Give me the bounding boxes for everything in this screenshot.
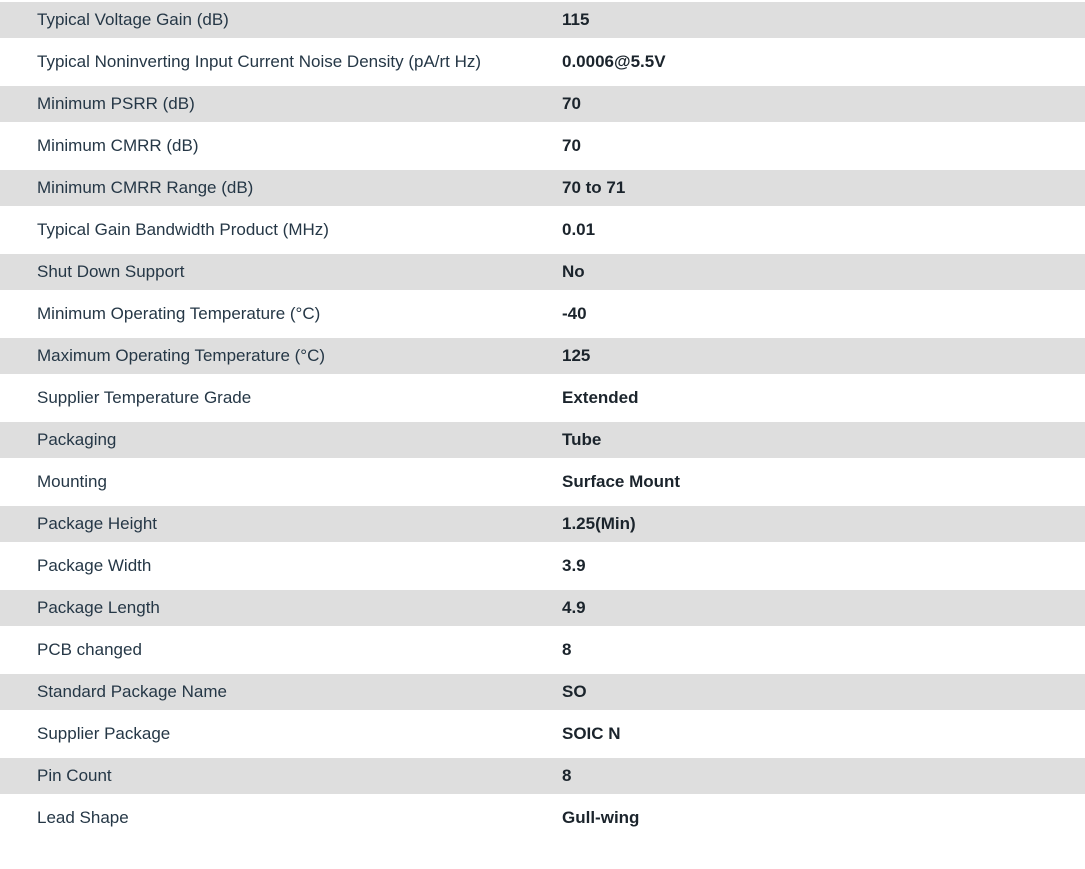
spec-value: Tube <box>562 430 602 449</box>
table-row <box>0 212 1085 248</box>
table-row <box>0 464 1085 500</box>
spec-label: Minimum CMRR (dB) <box>37 136 199 155</box>
spec-label: Supplier Package <box>37 724 171 743</box>
spec-label: Typical Noninverting Input Current Noise Density (pA/rt Hz) <box>37 52 482 71</box>
spec-label: Packaging <box>37 430 117 449</box>
table-row <box>0 296 1085 332</box>
table-row <box>0 44 1085 80</box>
table-row <box>0 800 1085 836</box>
spec-label: Minimum Operating Temperature (°C) <box>37 304 321 323</box>
table-row <box>0 380 1085 416</box>
spec-label: Typical Gain Bandwidth Product (MHz) <box>37 220 329 239</box>
table-row <box>0 758 1085 794</box>
spec-value: 1.25(Min) <box>562 514 636 533</box>
spec-label: PCB changed <box>37 640 142 659</box>
table-row <box>0 128 1085 164</box>
spec-label: Pin Count <box>37 766 112 785</box>
spec-table <box>0 2 1085 836</box>
spec-value: 125 <box>562 346 591 365</box>
spec-value: 0.0006@5.5V <box>562 52 666 71</box>
spec-label: Maximum Operating Temperature (°C) <box>37 346 326 365</box>
spec-value: 115 <box>562 10 590 29</box>
spec-label: Minimum CMRR Range (dB) <box>37 178 254 197</box>
spec-label: Lead Shape <box>37 808 129 827</box>
table-row <box>0 506 1085 542</box>
spec-value: Extended <box>562 388 639 407</box>
spec-label: Package Width <box>37 556 152 575</box>
table-row <box>0 548 1085 584</box>
table-row <box>0 170 1085 206</box>
table-row <box>0 674 1085 710</box>
spec-label: Supplier Temperature Grade <box>37 388 252 407</box>
spec-label: Mounting <box>37 472 107 491</box>
spec-label: Typical Voltage Gain (dB) <box>37 10 229 29</box>
spec-label: Package Height <box>37 514 158 533</box>
spec-label: Shut Down Support <box>37 262 185 281</box>
table-row <box>0 86 1085 122</box>
table-row <box>0 338 1085 374</box>
spec-value: Surface Mount <box>562 472 681 491</box>
spec-value: 8 <box>562 766 572 785</box>
table-row <box>0 590 1085 626</box>
spec-value: No <box>562 262 585 281</box>
spec-value: Gull-wing <box>562 808 640 827</box>
spec-value: 70 to 71 <box>562 178 626 197</box>
spec-value: 0.01 <box>562 220 596 239</box>
spec-value: -40 <box>562 304 587 323</box>
spec-value: 70 <box>562 94 581 113</box>
spec-value: 3.9 <box>562 556 586 575</box>
spec-label: Standard Package Name <box>37 682 227 701</box>
table-row <box>0 716 1085 752</box>
spec-label: Package Length <box>37 598 160 617</box>
table-row <box>0 2 1085 38</box>
table-row <box>0 422 1085 458</box>
table-row <box>0 632 1085 668</box>
spec-value: 8 <box>562 640 572 659</box>
spec-label: Minimum PSRR (dB) <box>37 94 195 113</box>
spec-value: SO <box>562 682 587 701</box>
spec-value: SOIC N <box>562 724 621 743</box>
table-row <box>0 254 1085 290</box>
spec-value: 70 <box>562 136 581 155</box>
spec-value: 4.9 <box>562 598 586 617</box>
